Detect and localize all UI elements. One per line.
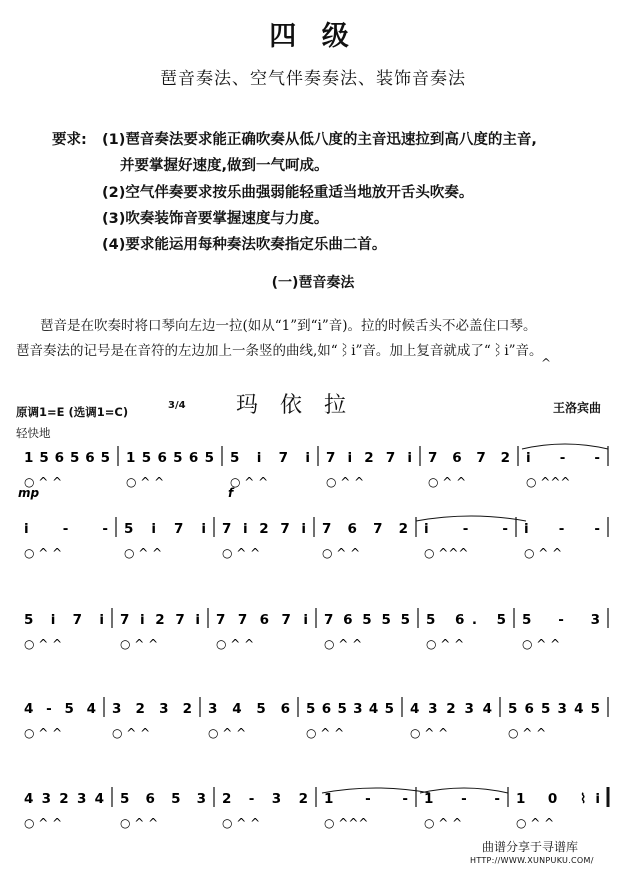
measure-notes: 4 3 2 3 4 (24, 791, 104, 807)
caret-mark: ^ (541, 356, 552, 370)
measure-notes: 4 - 5 4 (24, 701, 96, 717)
tie-curve (522, 444, 608, 449)
breath-marks: ○ ^ ^ (24, 816, 63, 830)
breath-marks: ○ ^ ^ (426, 637, 465, 651)
dynamic-f: f (228, 486, 234, 500)
measure-notes: 5 i 7 i (24, 612, 104, 628)
breath-marks: ○ ^ ^ (522, 637, 561, 651)
breath-marks: ○ ^ ^ (424, 816, 463, 830)
breath-marks: ○ ^ ^ (24, 546, 63, 560)
measure-notes: 5 i 7 i (230, 450, 310, 466)
measure-notes: 7 6 7 2 (322, 521, 408, 537)
breath-marks: ○ ^ ^ (222, 816, 261, 830)
breath-marks: ○ ^ ^ (112, 726, 151, 740)
section-paragraph-1: 琶音是在吹奏时将口琴向左边一拉(如从“1”到“i”音)。拉的时候舌头不必盖住口琴。 (40, 318, 537, 334)
measure-notes: 7 7 6 7 i (216, 612, 308, 628)
measure-notes: 1 0 ⌇i (516, 791, 600, 807)
breath-marks: ○ ^ ^ (24, 637, 63, 651)
measure-notes: i - - (524, 521, 600, 537)
requirement-line-2: (2)空气伴奏要求按乐曲强弱能轻重适当地放开舌头吹奏。 (102, 185, 474, 201)
measure-notes: 7 i 2 7 i (222, 521, 306, 537)
breath-marks: ○ ^ ^ (322, 546, 361, 560)
measure-notes: 5 6. 5 (426, 612, 506, 628)
measure-notes: 5 6 5 3 4 5 (306, 701, 394, 717)
song-title: 玛依拉 (236, 393, 369, 418)
breath-marks: ○ ^ ^ (120, 637, 159, 651)
requirements-label: 要求: (52, 132, 87, 148)
breath-marks: ○ ^ ^ (230, 475, 269, 489)
breath-marks: ○ ^ ^ (208, 726, 247, 740)
breath-marks: ○ ^^^ (324, 816, 369, 830)
measure-notes: 4 3 2 3 4 (410, 701, 492, 717)
requirement-line-3: (3)吹奏装饰音要掌握速度与力度。 (102, 211, 329, 227)
section-heading: (一)琶音奏法 (271, 275, 355, 291)
breath-marks: ○ ^ ^ (24, 475, 63, 489)
measure-notes: 2 - 3 2 (222, 791, 308, 807)
breath-marks: ○ ^ ^ (410, 726, 449, 740)
breath-marks: ○ ^ ^ (428, 475, 467, 489)
page-subtitle: 琶音奏法、空气伴奏奏法、装饰音奏法 (160, 69, 466, 89)
requirement-line-1b: 并要掌握好速度,做到一气呵成。 (120, 158, 329, 174)
measure-notes: 1 - - (424, 791, 500, 807)
measure-notes: 5 - 3 (522, 612, 600, 628)
breath-marks: ○ ^ ^ (326, 475, 365, 489)
section-paragraph-2: 琶音奏法的记号是在音符的左边加上一条竖的曲线,如“⌇i”音。加上复音就成了“⌇i”音。 (16, 343, 543, 359)
measure-notes: 7 i 2 7 i (120, 612, 200, 628)
breath-marks: ○ ^ ^ (120, 816, 159, 830)
measure-notes: 7 i 2 7 i (326, 450, 412, 466)
breath-marks: ○ ^ ^ (324, 637, 363, 651)
song-key: 原调1=E (选调1=C) (16, 405, 129, 419)
breath-marks: ○ ^ ^ (126, 475, 165, 489)
breath-marks: ○ ^ ^ (24, 726, 63, 740)
breath-marks: ○ ^ ^ (124, 546, 163, 560)
breath-marks: ○ ^^^ (424, 546, 469, 560)
song-composer: 王洛宾曲 (553, 401, 602, 415)
breath-marks: ○ ^ ^ (222, 546, 261, 560)
watermark-url: HTTP://WWW.XUNPUKU.COM/ (470, 856, 594, 865)
breath-marks: ○ ^ ^ (524, 546, 563, 560)
song-time-signature: 3/4 (168, 400, 186, 411)
watermark-text: 曲谱分享于寻谱库 (482, 840, 579, 854)
measure-notes: 7 6 7 2 (428, 450, 510, 466)
measure-notes: 3 2 3 2 (112, 701, 192, 717)
tie-curve (322, 788, 430, 793)
measure-notes: 3 4 5 6 (208, 701, 290, 717)
tie-curve (416, 516, 526, 521)
requirement-line-1: (1)琶音奏法要求能正确吹奏从低八度的主音迅速拉到高八度的主音, (102, 132, 537, 148)
measure-notes: 1 - - (324, 791, 408, 807)
measure-notes: 5 6 5 3 4 5 (508, 701, 600, 717)
measure-notes: 5 i 7 i (124, 521, 206, 537)
measure-notes: i - - (424, 521, 508, 537)
song-tempo: 轻快地 (16, 426, 51, 440)
breath-marks: ○ ^ ^ (306, 726, 345, 740)
measure-notes: 7 6 5 5 5 (324, 612, 410, 628)
breath-marks: ○ ^ ^ (216, 637, 255, 651)
breath-marks: ○ ^ ^ (516, 816, 555, 830)
measure-notes: i - - (24, 521, 108, 537)
measure-notes: 1 5 6 5 6 5 (24, 450, 110, 466)
measure-notes: i - - (526, 450, 600, 466)
breath-marks: ○ ^ ^ (508, 726, 547, 740)
measure-notes: 1 5 6 5 6 5 (126, 450, 214, 466)
dynamic-mp: mp (18, 486, 40, 500)
requirement-line-4: (4)要求能运用每种奏法吹奏指定乐曲二首。 (102, 237, 387, 253)
page-title: 四 级 (269, 21, 357, 52)
measure-notes: 5 6 5 3 (120, 791, 206, 807)
breath-marks: ○ ^^^ (526, 475, 571, 489)
